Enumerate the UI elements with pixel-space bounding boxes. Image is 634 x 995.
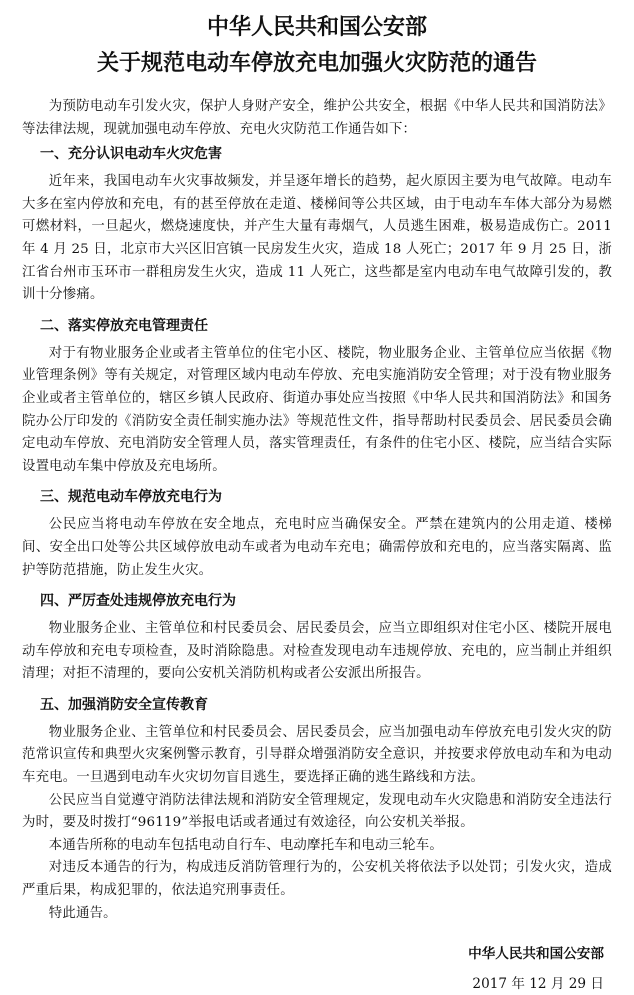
- issue-date: 2017 年 12 月 29 日: [472, 976, 604, 993]
- section-5-paragraph-4: 对违反本通告的行为，构成违反消防管理行为的，公安机关将依法予以处罚；引发火灾，造成严重后果，构成犯罪的，依法追究刑事责任。: [22, 860, 612, 899]
- intro-paragraph: 为预防电动车引发火灾，保护人身财产安全，维护公共安全，根据《中华人民共和国消防法》等法律法规，现就加强电动车停放、充电火灾防范工作通告如下：: [22, 99, 612, 137]
- section-3-heading: 三、规范电动车停放充电行为: [40, 489, 222, 506]
- section-3-paragraph: 公民应当将电动车停放在安全地点，充电时应当确保安全。严禁在建筑内的公用走道、楼梯间、安全出口处等公共区域停放电动车或者为电动车充电；确需停放和充电的，应当落实隔离、监护等防范措施，防止发生火灾。: [22, 517, 612, 578]
- section-5-paragraph-2: 公民应当自觉遵守消防法律法规和消防安全管理规定，发现电动车火灾隐患和消防安全违法行为时，要及时拨打“96119”举报电话或者通过有效途径，向公安机关举报。: [22, 792, 612, 831]
- document-title: 关于规范电动车停放充电加强火灾防范的通告: [96, 50, 537, 76]
- section-2-paragraph: 对于有物业服务企业或者主管单位的住宅小区、楼院，物业服务企业、主管单位应当依据《物业管理条例》等有关规定，对管理区域内电动车停放、充电实施消防安全管理；对于没有物业服务企业或者主管单位的，辖区乡镇人民政府、街道办事处应当按照《中华人民共和国消防法》和国务院办公厅印发的《消防安全责任制实施办法》等规范性文件，指导帮助村民委员会、居民委员会确定电动车停放、充电消防安全管理人员，落实管理责任，有条件的住宅小区、楼院，应当结合实际设置电动车集中停放及充电场所。: [22, 345, 612, 474]
- signature: 中华人民共和国公安部: [468, 946, 604, 963]
- section-5-paragraph-3: 本通告所称的电动车包括电动自行车、电动摩托车和电动三轮车。: [48, 837, 443, 853]
- closing-paragraph: 特此通告。: [48, 905, 117, 921]
- section-5-heading: 五、加强消防安全宣传教育: [40, 696, 208, 713]
- section-1-heading: 一、充分认识电动车火灾危害: [40, 146, 222, 163]
- section-4-paragraph: 物业服务企业、主管单位和村民委员会、居民委员会，应当立即组织对住宅小区、楼院开展电动车停放和充电专项检查，及时消除隐患。对检查发现电动车违规停放、充电的，应当制止并组织清理；对拒不清理的，要向公安机关消防机构或者公安派出所报告。: [22, 621, 612, 682]
- section-2-heading: 二、落实停放充电管理责任: [40, 317, 208, 334]
- section-4-heading: 四、严厉查处违规停放充电行为: [40, 593, 236, 610]
- section-5-paragraph-1: 物业服务企业、主管单位和村民委员会、居民委员会，应当加强电动车停放充电引发火灾的防范常识宣传和典型火灾案例警示教育，引导群众增强消防安全意识，并按要求停放电动车和为电动车充电。一旦遇到电动车火灾切勿盲目逃生，要选择正确的逃生路线和方法。: [22, 724, 612, 786]
- section-1-paragraph: 近年来，我国电动车火灾事故频发，并呈逐年增长的趋势，起火原因主要为电气故障。电动车大多在室内停放和充电，有的甚至停放在走道、楼梯间等公共区域，由于电动车车体大部分为易燃可燃材料，一旦起火，燃烧速度快，并产生大量有毒烟气，人员逃生困难，极易造成伤亡。2011 年 4 月 25 日，北京市大兴区旧宫镇一民房发生火灾，造成 18 人死亡；2017 年 9 月 25 日，浙江省台州市玉环市一群租房发生火灾，造成 11 人死亡，这些都是室内电动车电气故障引发的，教训十分惨痛。: [22, 174, 612, 303]
- document-title-issuer: 中华人民共和国公安部: [206, 14, 427, 40]
